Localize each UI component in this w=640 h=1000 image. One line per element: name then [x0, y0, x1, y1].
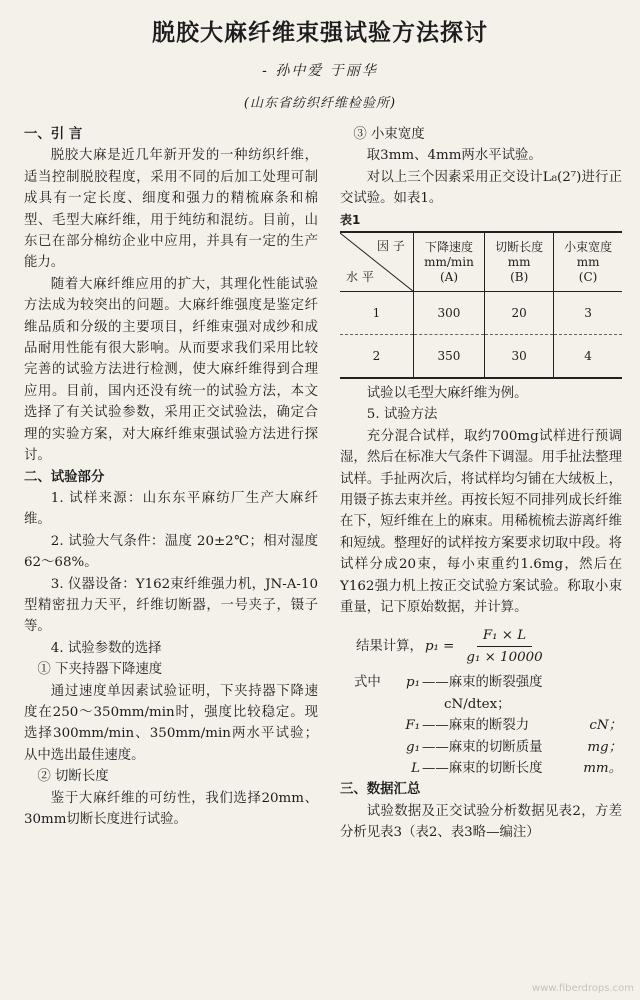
table-row: [340, 292, 622, 335]
header-col-a: 下降速度 mm/min (A): [413, 232, 484, 292]
method-paragraph: 充分混合试样，取约700mg试样进行预调湿，然后在标准大气条件下调湿。用手扯法整理试样。手扯两次后，将试样均匀铺在大绒板上，用镊子拣去束并丝。再按长短不同排列成长纤维在下，短纤维在上的麻束。用稀梳梳去游离纤维和短绒。整理好的试样按方案要求切取中段。将试样分成20束，每小束重约1.6mg，然后在Y162强力机上按正交试验方案试验。称取小束重量，记下原始数据，并计算。: [340, 428, 622, 616]
header-col-c: 小束宽度 mm (C): [554, 232, 622, 292]
where-label: 式中: [354, 675, 381, 691]
value-a-cell: 300: [413, 292, 484, 335]
definition-row: [340, 715, 622, 736]
formula-fraction: [460, 625, 548, 669]
formula-denominator: g₁ × 10000: [466, 649, 543, 665]
orthogonal-paragraph: 对以上三个因素采用正交设计L₈(2⁷)进行正交试验。如表1。: [340, 169, 622, 207]
definition-text: ——麻束的断裂强度: [422, 675, 543, 691]
formula-label: 结果计算，: [356, 638, 423, 654]
value-c-cell: 3: [554, 292, 622, 335]
definition-unit: mm。: [583, 760, 622, 776]
item-parameters: 4. 试验参数的选择: [50, 640, 162, 656]
section-experiment-heading: 二、试验部分: [24, 469, 105, 485]
strength-formula: [340, 625, 622, 669]
definition-symbol: g₁: [406, 739, 420, 755]
corner-factor-label: 因 子: [376, 239, 405, 254]
table-header-row: [340, 232, 622, 292]
definition-symbol: p₁: [406, 675, 420, 691]
subitem-cut-length: ② 切断长度: [37, 769, 109, 785]
definition-row: [340, 758, 622, 779]
intro-paragraph-2: 随着大麻纤维应用的扩大，其理化性能试验方法成为较突出的问题。大麻纤维强度是鉴定纤维品质和分级的主要项目，纤维束强对成纱和成品耐用性能有很大影响。从而要求我们采用比较完善的试验方法进行检测，使大麻纤维得到合理应用。目前，国内还没有统一的试验方法，本文选择了有关试验参数，采用正交试验法，确定合理的实验方案，对大麻纤维束强试验方法进行探讨。: [24, 276, 318, 464]
definition-text: cN/dtex；: [444, 696, 511, 712]
definition-row: [340, 672, 622, 693]
width-paragraph: 取3mm、4mm两水平试验。: [366, 148, 542, 164]
cut-length-paragraph: 鉴于大麻纤维的可纺性，我们选择20mm、30mm切断长度进行试验。: [24, 790, 318, 827]
definition-row: [340, 694, 622, 715]
sample-note: 试验以毛型大麻纤维为例。: [366, 386, 528, 402]
formula-numerator: F₁ × L: [477, 625, 532, 647]
table-caption: 表1: [340, 212, 361, 227]
item-equipment: 3. 仪器设备：Y162束纤维强力机，JN-A-10型精密扭力天平，纤维切断器，一号夹子，镊子等。: [24, 576, 318, 635]
section-introduction-heading: 一、引 言: [24, 127, 83, 142]
item-sample-source: 1. 试样来源：山东东平麻纺厂生产大麻纤维。: [24, 490, 318, 528]
table-corner-cell: [340, 232, 413, 292]
watermark: www.fiberdrops.com: [532, 983, 634, 994]
definition-unit: mg；: [587, 739, 622, 755]
definition-unit: cN；: [589, 718, 622, 734]
level-cell: 2: [340, 335, 413, 379]
method-heading: 5. 试验方法: [366, 407, 438, 423]
paper-title: 脱胶大麻纤维束强试验方法探讨: [152, 20, 488, 46]
affiliation: (山东省纺织纤维检验所): [243, 96, 397, 111]
header-col-b: 切断长度 mm (B): [485, 232, 554, 292]
factor-level-table: [340, 231, 622, 379]
subitem-descent-speed: ① 下夹持器下降速度: [37, 662, 163, 678]
authors: - 孙中爱 于丽华: [262, 63, 378, 79]
definition-symbol: L: [411, 760, 420, 776]
formula-lhs: p₁ =: [424, 638, 455, 654]
corner-level-label: 水 平: [346, 270, 374, 285]
speed-paragraph: 通过速度单因素试验证明，下夹持器下降速度在250～350mm/min时，强度比较稳定。现选择300mm/min、350mm/min两水平试验；从中选出最佳速度。: [24, 683, 318, 763]
definition-text: ——麻束的断裂力: [422, 718, 530, 734]
right-column: [340, 124, 622, 844]
left-column: [24, 124, 318, 830]
definition-text: ——麻束的切断质量: [422, 739, 543, 755]
subitem-bundle-width: ③ 小束宽度: [353, 127, 425, 142]
definition-symbol: F₁: [405, 718, 420, 734]
value-a-cell: 350: [413, 335, 484, 379]
definition-text: ——麻束的切断长度: [422, 760, 543, 776]
intro-paragraph-1: 脱胶大麻是近几年新开发的一种纺织纤维，适当控制脱胶程度，采用不同的后加工处理可制成具有一定长度、细度和强力的精梳麻条和棉型、毛型大麻纤维，用于纯纺和混纺。目前，山东已在部分棉纺企业中应用，并具有一定的生产能力。: [24, 148, 318, 271]
data-paragraph: 试验数据及正交试验分析数据见表2，方差分析见表3（表2、表3略—编注）: [340, 803, 622, 841]
definition-row: [340, 737, 622, 758]
level-cell: 1: [340, 292, 413, 335]
value-b-cell: 30: [485, 335, 554, 379]
item-atmosphere: 2. 试验大气条件：温度 20±2℃；相对湿度62～68%。: [24, 533, 318, 571]
value-b-cell: 20: [485, 292, 554, 335]
table-row: [340, 335, 622, 379]
value-c-cell: 4: [554, 335, 622, 379]
section-data-heading: 三、数据汇总: [340, 782, 421, 798]
